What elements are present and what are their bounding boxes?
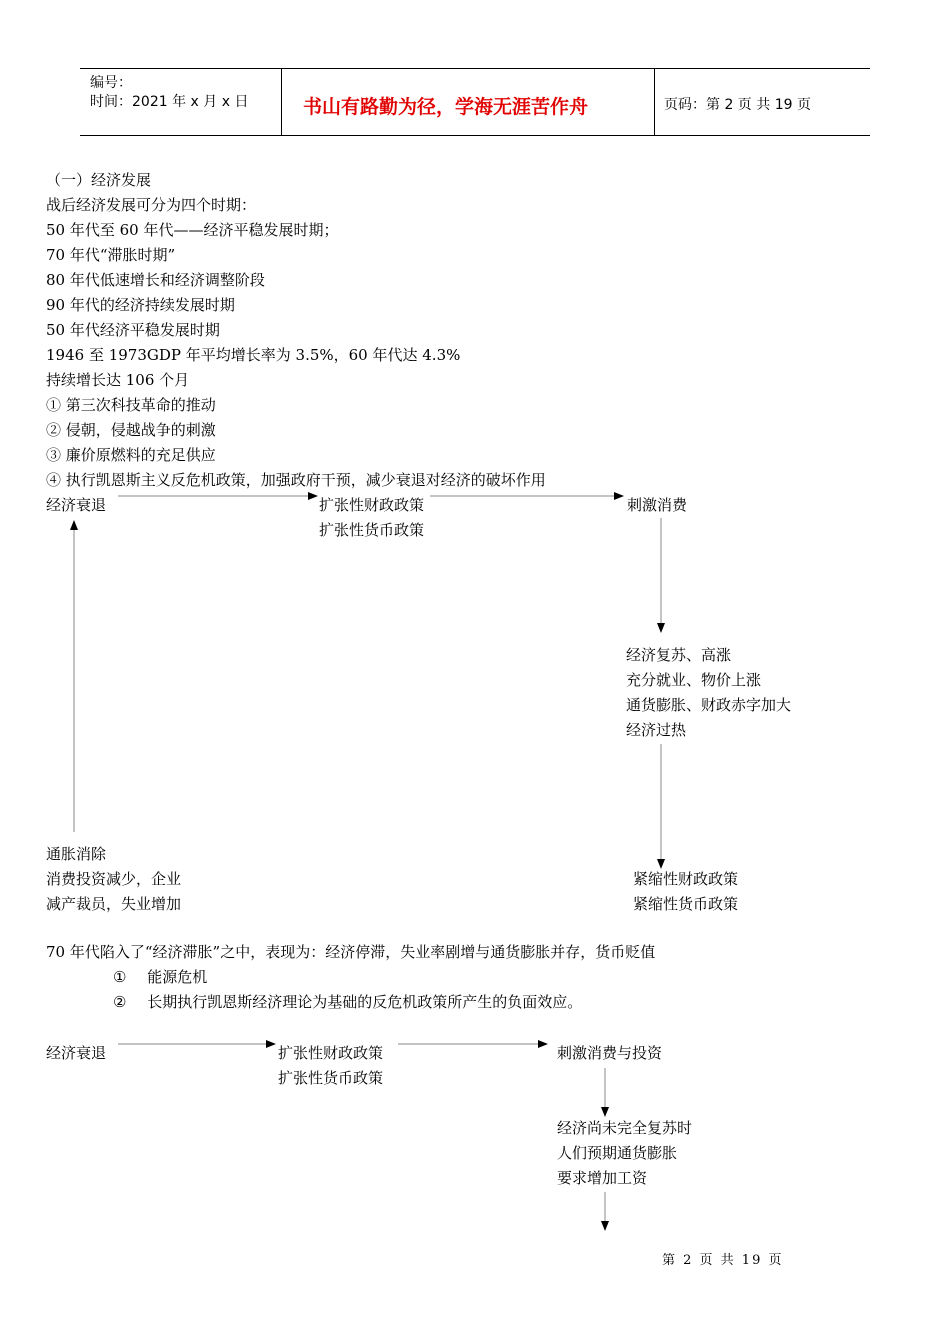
policy-line: 扩张性货币政策 — [319, 521, 425, 539]
seventies-item-1 — [113, 965, 207, 990]
cycle2-expectation — [557, 1116, 692, 1191]
cycle1-recession: 经济衰退 — [46, 496, 107, 514]
arrowhead — [308, 492, 318, 500]
arrowhead — [538, 1040, 548, 1048]
seventies-item-2 — [113, 990, 582, 1015]
page-label: 页码：第 2 页 共 19 页 — [664, 97, 811, 113]
text-line: ② 侵朝，侵越战争的刺激 — [46, 421, 216, 439]
header-top-rule — [80, 68, 870, 69]
content-block — [46, 168, 546, 493]
text-line: 70 年代“滞胀时期” — [46, 246, 176, 264]
cycle1-recovery — [626, 643, 791, 743]
header-divider-right — [654, 68, 655, 136]
inflation-line: 减产裁员，失业增加 — [46, 895, 182, 913]
motto: 书山有路勤为径，学海无涯苦作舟 — [303, 96, 589, 118]
recovery-line: 经济过热 — [626, 721, 687, 739]
text-line: 50 年代至 60 年代——经济平稳发展时期； — [46, 221, 339, 239]
policy-line: 扩张性财政政策 — [278, 1044, 384, 1062]
text-line: ① 第三次科技革命的推动 — [46, 396, 216, 414]
text-line: ④ 执行凯恩斯主义反危机政策，加强政府干预，减少衰退对经济的破坏作用 — [46, 471, 546, 489]
cycle1-policy — [319, 493, 424, 543]
recovery-line: 充分就业、物价上涨 — [626, 671, 762, 689]
contraction-line: 紧缩性财政政策 — [633, 870, 739, 888]
seventies-intro: 70 年代陷入了“经济滞胀”之中，表现为：经济停滞，失业率剧增与通货膨胀并存，货币贬值 — [46, 943, 656, 961]
cycle1-inflation-gone — [46, 842, 181, 917]
section-title: （一）经济发展 — [46, 171, 152, 189]
inflation-line: 通胀消除 — [46, 845, 107, 863]
cycle2-recession: 经济衰退 — [46, 1044, 107, 1062]
text-line: 80 年代低速增长和经济调整阶段 — [46, 271, 265, 289]
arrowhead — [601, 1221, 609, 1231]
expectation-line: 人们预期通货膨胀 — [557, 1144, 678, 1162]
text-line: 50 年代经济平稳发展时期 — [46, 321, 220, 339]
text-line: 1946 至 1973GDP 年平均增长率为 3.5%，60 年代达 4.3% — [46, 346, 461, 364]
serial-label: 编号： — [90, 75, 132, 91]
recovery-line: 经济复苏、高涨 — [626, 646, 732, 664]
item-text: 能源危机 — [147, 968, 208, 986]
arrowhead — [70, 520, 78, 530]
item-number: ② — [113, 993, 127, 1011]
header-bottom-rule — [80, 135, 870, 136]
cycle1-contraction — [633, 867, 738, 917]
cycle1-stimulate: 刺激消费 — [627, 496, 688, 514]
cycle2-policy — [278, 1041, 383, 1091]
expectation-line: 要求增加工资 — [557, 1169, 648, 1187]
page-footer: 第 2 页 共 19 页 — [662, 1253, 784, 1268]
time-label: 时间：2021 年 x 月 x 日 — [90, 94, 249, 110]
header-divider-left — [281, 68, 282, 136]
policy-line: 扩张性货币政策 — [278, 1069, 384, 1087]
text-line: ③ 廉价原燃料的充足供应 — [46, 446, 216, 464]
inflation-line: 消费投资减少，企业 — [46, 870, 182, 888]
text-line: 90 年代的经济持续发展时期 — [46, 296, 235, 314]
arrowhead — [657, 623, 665, 633]
policy-line: 扩张性财政政策 — [319, 496, 425, 514]
recovery-line: 通货膨胀、财政赤字加大 — [626, 696, 792, 714]
expectation-line: 经济尚未完全复苏时 — [557, 1119, 693, 1137]
item-number: ① — [113, 968, 127, 986]
cycle2-stimulate: 刺激消费与投资 — [557, 1044, 663, 1062]
text-line: 战后经济发展可分为四个时期： — [46, 196, 257, 214]
text-line: 持续增长达 106 个月 — [46, 371, 190, 389]
contraction-line: 紧缩性货币政策 — [633, 895, 739, 913]
arrowhead — [266, 1040, 276, 1048]
arrowhead — [614, 492, 624, 500]
item-text: 长期执行凯恩斯经济理论为基础的反危机政策所产生的负面效应。 — [147, 993, 583, 1011]
